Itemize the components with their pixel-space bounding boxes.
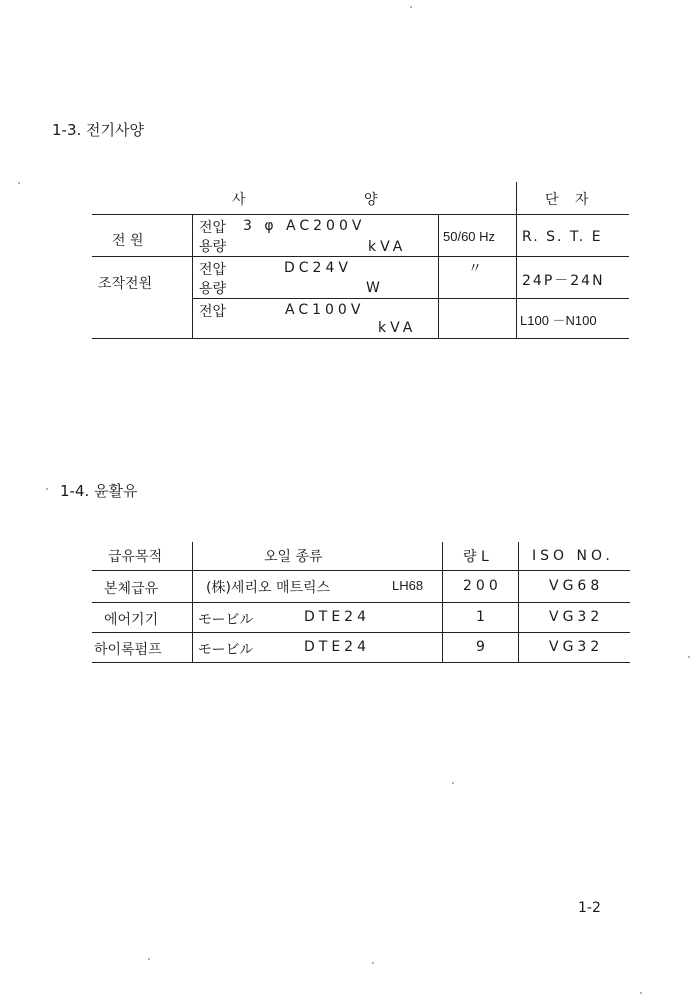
row-amount: 200 (463, 578, 502, 594)
ac-voltage-value: AC100V (285, 302, 365, 318)
header-terminal: 단 자 (545, 192, 595, 208)
table-rule (516, 182, 517, 338)
ac-capacity-unit: kVA (378, 320, 417, 336)
row-purpose: 에어기기 (104, 612, 159, 628)
ctrl-terminal: 24P－24N (522, 273, 605, 289)
power-terminal: R. S. T. E (522, 229, 603, 245)
ctrl-frequency-ditto: 〃 (468, 261, 482, 277)
section-heading-lubrication: 1-4. 윤활유 (60, 482, 138, 500)
ctrl-voltage-value: DC24V (284, 260, 352, 276)
row-purpose: 본체급유 (104, 581, 159, 597)
scan-speck (46, 488, 48, 490)
row-oil-grade: DTE24 (304, 609, 370, 625)
header-iso-no: ISO NO. (532, 548, 614, 564)
table-rule (92, 256, 629, 257)
header-purpose: 급유목적 (108, 549, 163, 565)
row-purpose: 하이록펌프 (94, 642, 162, 658)
row-iso: VG68 (549, 578, 604, 594)
row-label-power: 전 원 (112, 233, 144, 249)
scan-speck (688, 656, 690, 658)
table-rule (442, 542, 443, 662)
row-oil-brand: モービル (198, 612, 254, 628)
header-spec-2: 양 (364, 192, 378, 208)
table-rule (192, 542, 193, 662)
row-iso: VG32 (549, 609, 604, 625)
power-capacity-unit: kVA (368, 239, 407, 255)
power-capacity-label: 용량 (199, 239, 227, 255)
page-number: 1-2 (578, 900, 601, 916)
row-oil-grade: DTE24 (304, 639, 370, 655)
header-amount: 량 L (463, 549, 489, 565)
row-oil-grade: LH68 (392, 578, 424, 593)
row-label-control-power: 조작전원 (98, 276, 153, 292)
table-rule (92, 632, 630, 633)
power-frequency: 50/60 Hz (443, 229, 496, 244)
table-rule (92, 570, 630, 571)
row-amount: 9 (476, 639, 485, 655)
table-rule (192, 214, 193, 338)
scan-speck (452, 782, 454, 784)
section-heading-electrical: 1-3. 전기사양 (52, 121, 144, 139)
ac-voltage-label: 전압 (199, 304, 227, 320)
scan-speck (18, 182, 20, 184)
scan-speck (148, 958, 150, 960)
scan-speck (372, 962, 374, 964)
row-iso: VG32 (549, 639, 604, 655)
ac-terminal: L100 －N100 (520, 313, 597, 328)
ctrl-voltage-label: 전압 (199, 262, 227, 278)
scan-speck (640, 992, 642, 994)
scan-speck (410, 6, 412, 8)
table-rule (192, 298, 629, 299)
table-rule (518, 542, 519, 662)
table-rule (92, 338, 629, 339)
header-oil-type: 오일 종류 (264, 549, 323, 565)
table-rule (92, 602, 630, 603)
row-oil-brand: モービル (198, 642, 254, 658)
row-oil-brand: (株)세리오 매트릭스 (206, 580, 331, 596)
table-rule (92, 214, 629, 215)
row-amount: 1 (476, 609, 485, 625)
power-voltage-value: 3 φ AC200V (243, 218, 366, 234)
ctrl-capacity-label: 용량 (199, 281, 227, 297)
table-rule (438, 214, 439, 338)
header-spec: 사 (232, 192, 246, 208)
power-voltage-label: 전압 (199, 220, 227, 236)
table-rule (92, 662, 630, 663)
ctrl-capacity-unit: W (366, 280, 380, 296)
